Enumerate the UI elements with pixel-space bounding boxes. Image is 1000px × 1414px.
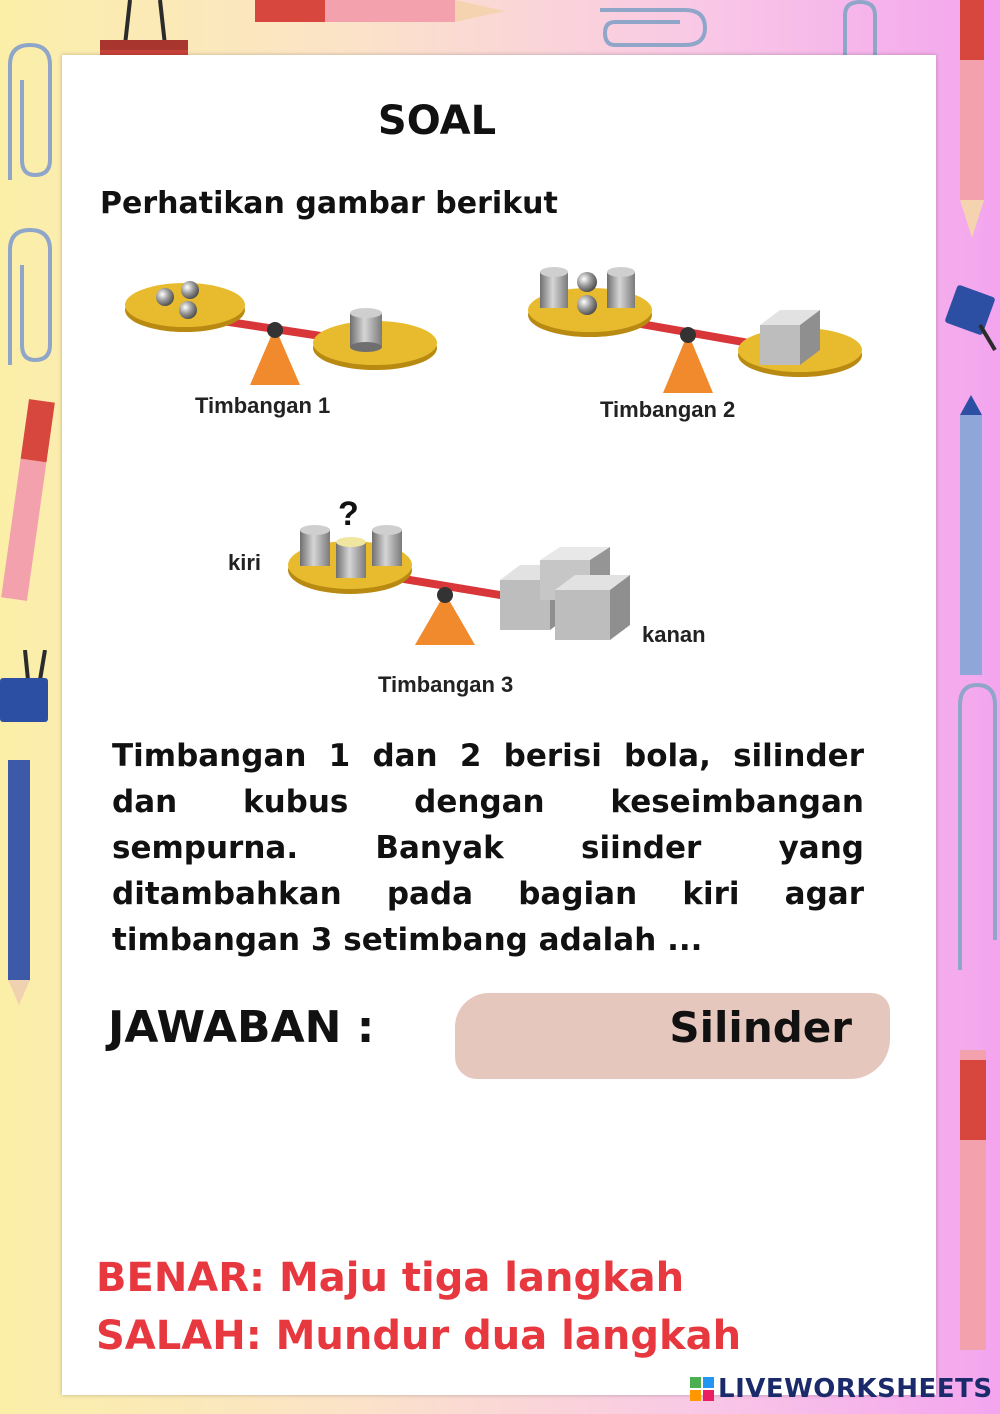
paperclip-icon	[600, 0, 710, 50]
scale-3-label: Timbangan 3	[378, 672, 514, 697]
brand-name: LIVEWORKSHEETS	[718, 1374, 993, 1404]
ball-icon	[179, 301, 197, 319]
pen-right-icon	[950, 395, 1000, 695]
answer-field[interactable]	[455, 993, 890, 1079]
cylinder-icon	[607, 272, 635, 308]
pen-left-icon	[0, 760, 50, 1010]
pencil-top-icon	[245, 0, 525, 40]
ball-icon	[577, 272, 597, 292]
pencil-right-icon	[950, 1050, 1000, 1380]
scale-3	[228, 495, 706, 697]
pencil-right-icon	[945, 0, 1000, 250]
correct-rule-text: BENAR: Maju tiga langkah	[96, 1255, 685, 1301]
question-mark: ?	[338, 495, 359, 533]
brand-watermark	[690, 1374, 993, 1404]
left-side-label: kiri	[228, 550, 262, 575]
cylinder-icon	[350, 313, 382, 347]
cylinder-icon	[540, 272, 568, 308]
scale-2-label: Timbangan 2	[600, 397, 736, 422]
scale-1	[125, 281, 437, 418]
answer-label: JAWABAN :	[108, 1002, 375, 1053]
right-side-label: kanan	[642, 622, 706, 647]
scale-2	[528, 267, 862, 422]
question-text: Timbangan 1 dan 2 berisi bola, silinder dan kubus dengan keseimbangan sempurna. Banyak siinder yang ditambahkan pada bagian kiri agar timbangan 3 setimbang adalah ...	[112, 738, 864, 958]
paperclip-icon	[945, 680, 1000, 980]
paperclip-icon	[0, 225, 60, 375]
scale-1-label: Timbangan 1	[195, 393, 331, 418]
paperclip-icon	[835, 0, 885, 55]
binder-clip-blue-icon	[940, 280, 1000, 360]
cube-icon	[555, 575, 630, 640]
wrong-rule-text: SALAH: Mundur dua langkah	[96, 1313, 742, 1359]
cube-icon	[760, 310, 820, 365]
binder-clip-blue-icon	[0, 650, 60, 730]
instruction-text: Perhatikan gambar berikut	[100, 186, 558, 221]
answer-value: Silinder	[669, 1003, 852, 1052]
cylinder-icon	[300, 530, 330, 566]
cylinder-icon	[336, 542, 366, 578]
balance-scales-figure	[110, 255, 880, 710]
ball-icon	[156, 288, 174, 306]
ball-icon	[181, 281, 199, 299]
pencil-left-icon	[0, 390, 60, 650]
liveworksheets-logo-icon	[690, 1377, 714, 1401]
page-title: SOAL	[377, 98, 497, 144]
cylinder-icon	[372, 530, 402, 566]
ball-icon	[577, 295, 597, 315]
